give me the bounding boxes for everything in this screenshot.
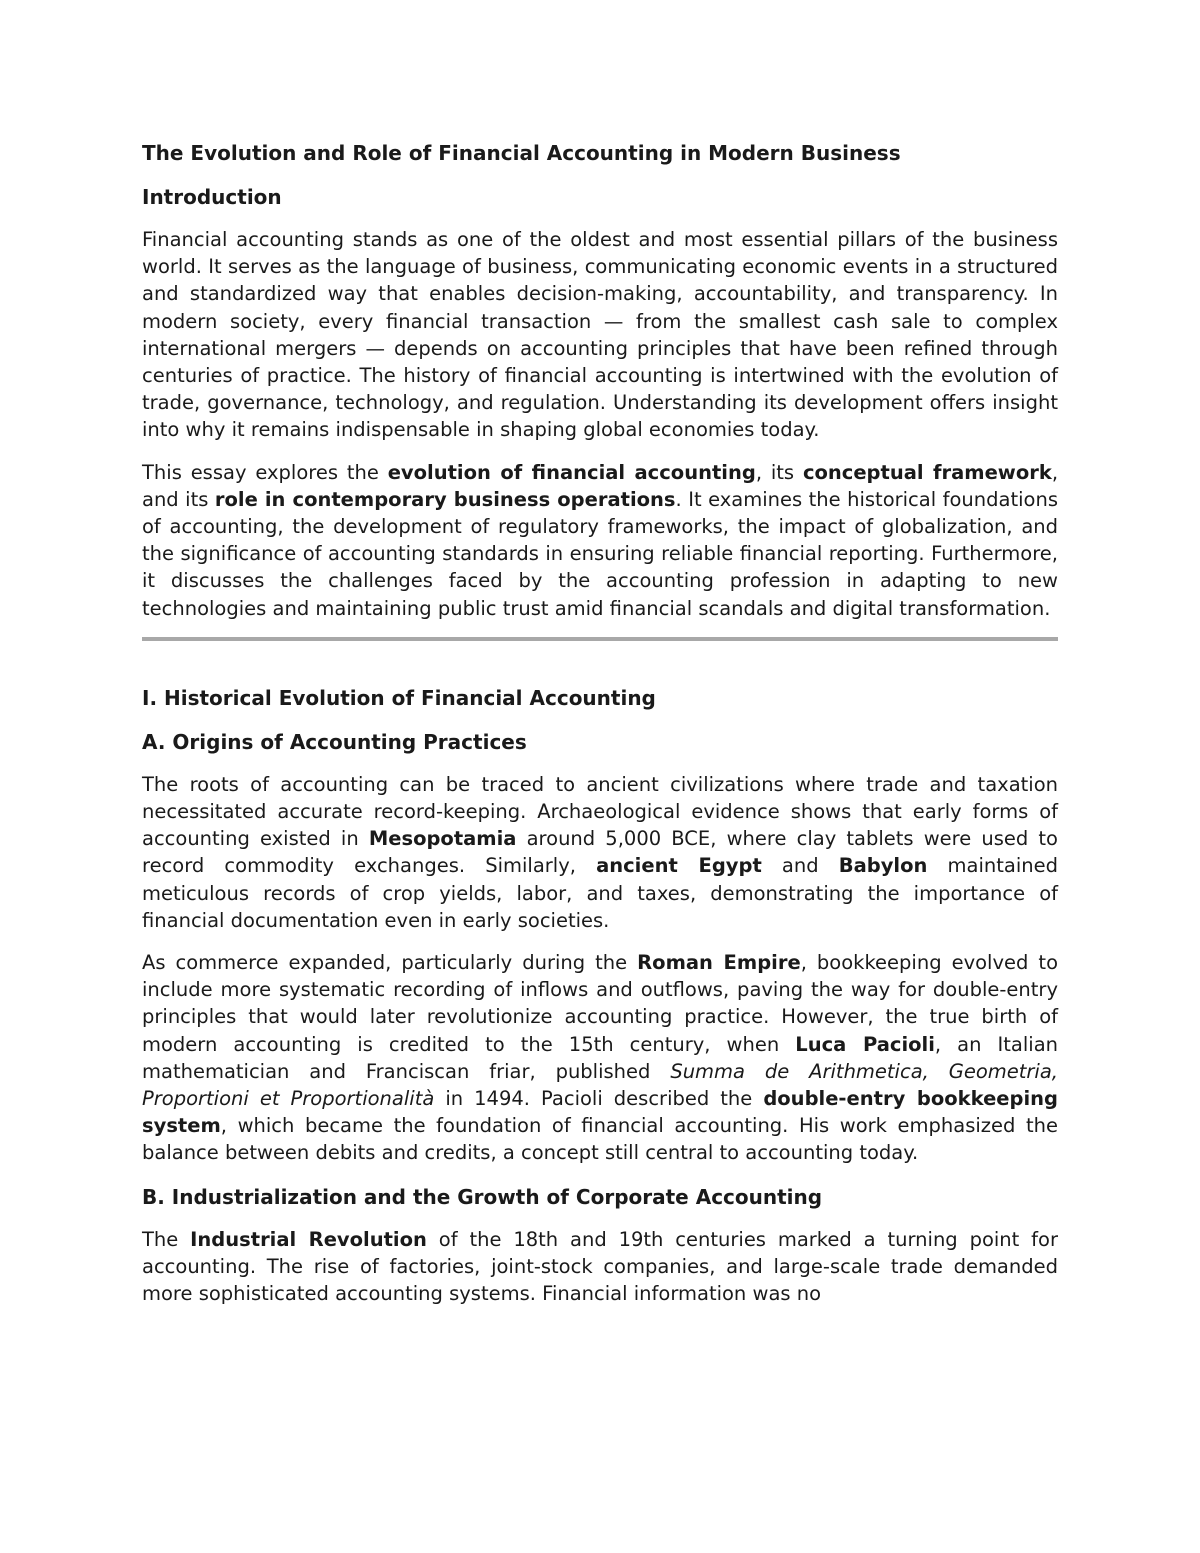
bold-run: Industrial Revolution [190, 1227, 427, 1251]
text-run: The roots of accounting can be traced to ancient civilizations where trade and taxation necessitated accurate record-keeping. Archaeological evidence shows that early forms of accounting existed in [142, 772, 1058, 851]
intro-paragraph-2 [142, 459, 1058, 622]
text-run: , an Italian mathematician and Franciscan friar, published [142, 1032, 1058, 1083]
text-run: As commerce expanded, particularly during the [142, 951, 638, 975]
text-run: , and its [142, 460, 1059, 511]
bold-run: Luca Pacioli [795, 1032, 935, 1056]
bold-run: evolution of financial accounting [387, 460, 756, 484]
section-a-paragraph-2 [142, 949, 1058, 1167]
subsection-heading-a: A. Origins of Accounting Practices [142, 729, 527, 754]
horizontal-divider [142, 637, 1058, 641]
bold-run: double-entry bookkeeping system [142, 1087, 1059, 1138]
bold-run: role in contemporary business operations [214, 487, 676, 511]
document-title: The Evolution and Role of Financial Accounting in Modern Business [142, 141, 901, 165]
document-page [142, 138, 1058, 1322]
bold-run: Mesopotamia [368, 827, 517, 851]
italic-run: Summa de Arithmetica, Geometria, Proportioni et Proportionalità [142, 1059, 1058, 1111]
section-b-paragraph-1 [142, 1226, 1058, 1308]
text-run: around 5,000 BCE, where clay tablets were used to record commodity exchanges. Similarly, [142, 827, 1058, 878]
intro-heading: Introduction [142, 185, 282, 209]
bold-run: ancient Egypt [596, 854, 762, 878]
text-run: and [761, 854, 839, 878]
bold-run: Roman Empire [637, 951, 801, 975]
text-run: , bookkeeping evolved to include more systematic recording of inflows and outflows, paving the way for double-entry principles that would later revolutionize accounting practice. However, the true birth of modern accounting is credited to the 15th century, when [142, 951, 1058, 1056]
text-run: of the 18th and 19th centuries marked a turning point for accounting. The rise of factories, joint-stock companies, and large-scale trade demanded more sophisticated accounting systems. Financial information was no [142, 1227, 1058, 1306]
subsection-heading-b: B. Industrialization and the Growth of Corporate Accounting [142, 1184, 823, 1209]
section-a-paragraph-1 [142, 771, 1058, 934]
bold-run: Babylon [838, 854, 928, 878]
text-run: , which became the foundation of financial accounting. His work emphasized the balance between debits and credits, a concept still central to accounting today. [142, 1114, 1058, 1165]
text-run: maintained meticulous records of crop yields, labor, and taxes, demonstrating the importance of financial documentation even in early societies. [142, 854, 1058, 932]
section-heading-1: I. Historical Evolution of Financial Accounting [142, 685, 656, 710]
bold-run: conceptual framework [802, 460, 1052, 484]
text-run: This essay explores the [142, 460, 388, 484]
text-run: , its [755, 460, 803, 484]
text-run: . It examines the historical foundations of accounting, the development of regulatory frameworks, the impact of globalization, and the significance of accounting standards in ensuring reliable financial reporting. Furthermore, it discusses the challenges faced by the accounting profession in adapting to new technologies and maintaining public trust amid financial scandals and digital transformation. [142, 487, 1058, 620]
text-run: in 1494. Pacioli described the [434, 1087, 764, 1111]
intro-paragraph-1: Financial accounting stands as one of the oldest and most essential pillars of the business world. It serves as the language of business, communicating economic events in a structured and standardized way that enables decision-making, accountability, and transparency. In modern society, every financial transaction — from the smallest cash sale to complex international mergers — depends on accounting principles that have been refined through centuries of practice. The history of financial accounting is intertwined with the evolution of trade, governance, technology, and regulation. Understanding its development offers insight into why it remains indispensable in shaping global economies today. [142, 228, 1058, 442]
text-run: The [142, 1227, 191, 1251]
